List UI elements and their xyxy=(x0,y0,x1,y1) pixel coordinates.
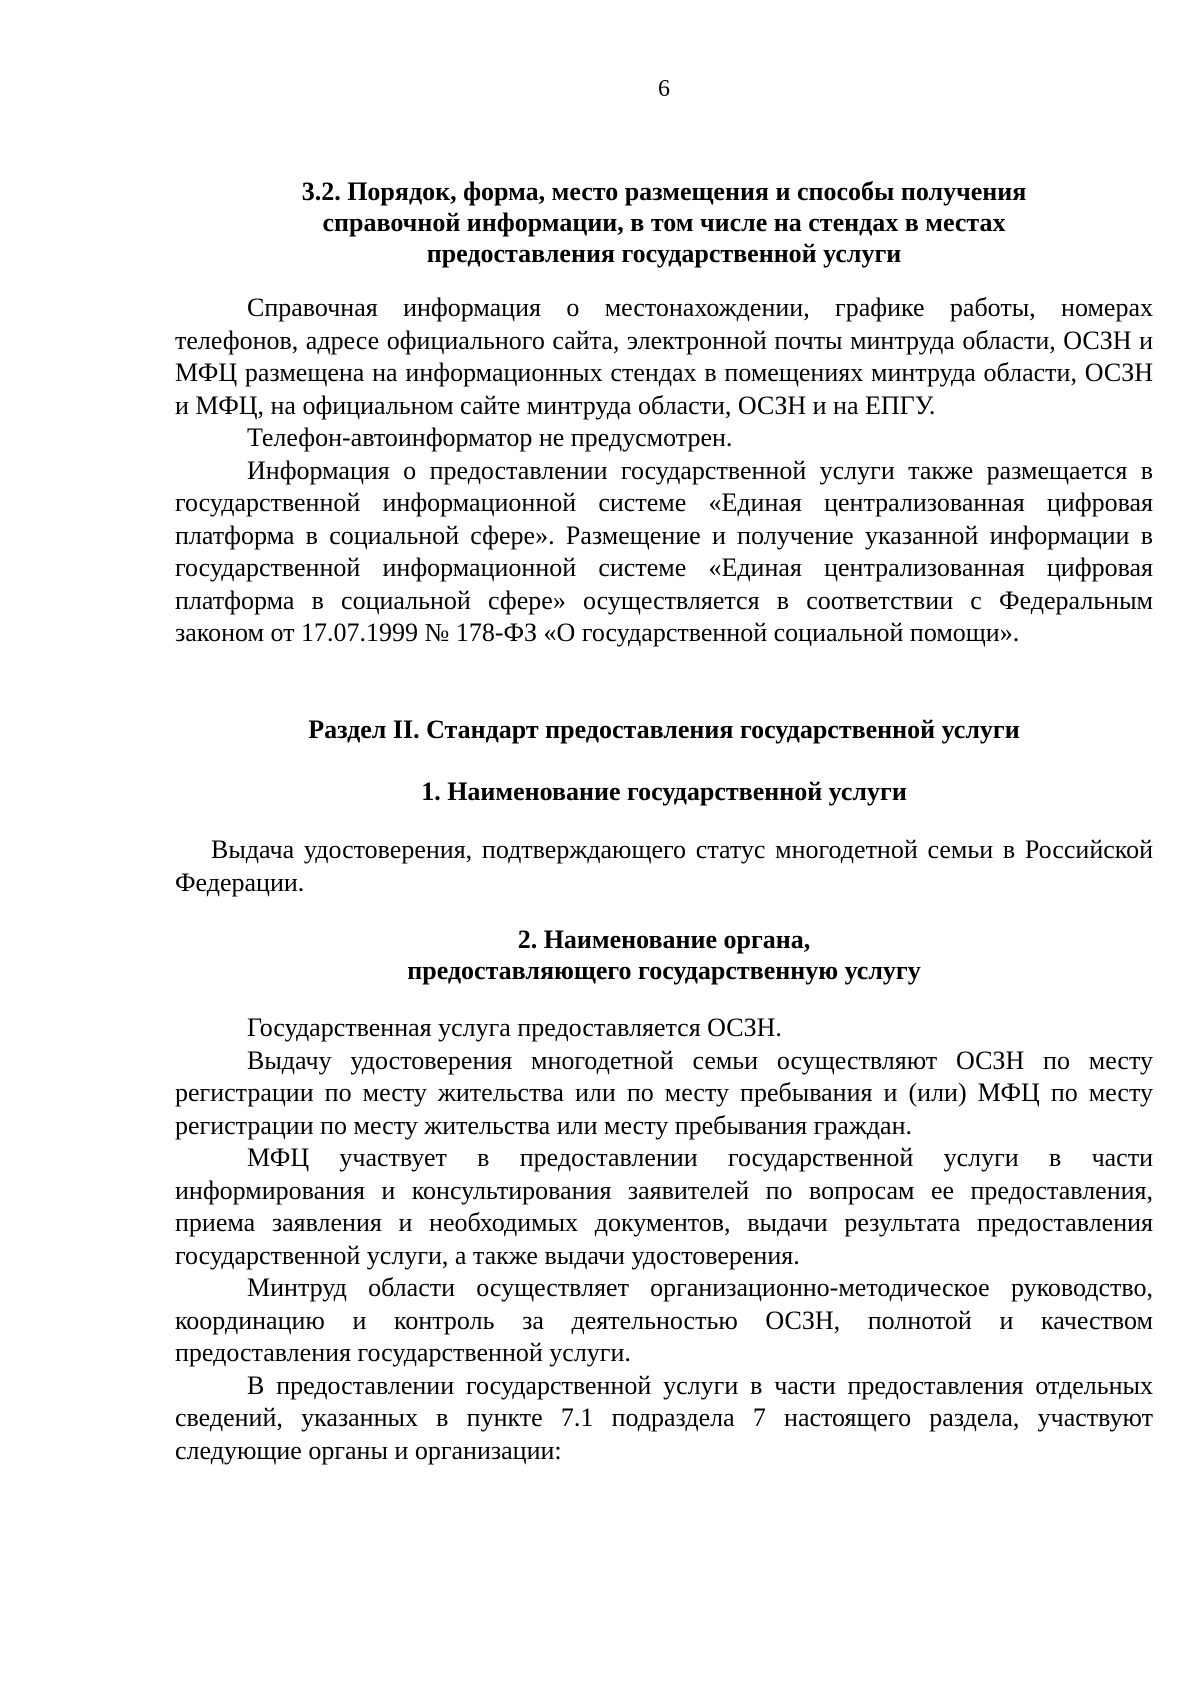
heading-line: 3.2. Порядок, форма, место размещения и способы получения xyxy=(301,177,1027,206)
subsection-1-body xyxy=(175,834,1153,899)
paragraph: Минтруд области осуществляет организационно-методическое руководство, координацию и контроль за деятельностью ОСЗН, полнотой и качеством предоставления государственной услуги. xyxy=(175,1273,1153,1367)
paragraph: Справочная информация о местонахождении, графике работы, номерах телефонов, адресе официального сайта, электронной почты минтруда области, ОСЗН и МФЦ размещена на информационных стендах в помещениях минтруда области, ОСЗН и МФЦ, на официальном сайте минтруда области, ОСЗН и на ЕПГУ. xyxy=(175,293,1153,420)
paragraph: Государственная услуга предоставляется ОСЗН. xyxy=(247,1013,782,1042)
section-3-2-heading xyxy=(175,176,1153,269)
paragraph: МФЦ участвует в предоставлении государственной услуги в части информирования и консультирования заявителей по вопросам ее предоставления, приема заявления и необходимых документов, выдачи результата предоставления государственной услуги, а также выдачи удостоверения. xyxy=(175,1143,1153,1270)
paragraph: Телефон-автоинформатор не предусмотрен. xyxy=(247,423,733,452)
paragraph: В предоставлении государственной услуги в части предоставления отдельных сведений, указанных в пункте 7.1 подраздела 7 настоящего раздела, участвуют следующие органы и организации: xyxy=(175,1370,1153,1465)
section-II-heading-block xyxy=(175,714,1153,745)
paragraph: Информация о предоставлении государственной услуги также размещается в государственной информационной системе «Единая централизованная цифровая платформа в социальной сфере». Размещение и получение указанной информации в государственной информационной системе «Единая централизованная цифровая платформа в социальной сфере» осуществляется в соответствии с Федеральным законом от 17.07.1999 № 178-ФЗ «О государственной социальной помощи». xyxy=(175,455,1153,647)
heading-line: 2. Наименование органа, xyxy=(517,925,811,954)
subsection-heading: 1. Наименование государственной услуги xyxy=(421,777,907,806)
page-number: 6 xyxy=(658,76,670,102)
heading-line: предоставления государственной услуги xyxy=(426,239,902,268)
heading-line: справочной информации, в том числе на стендах в местах xyxy=(322,208,1006,237)
subsection-2-body xyxy=(175,1012,1153,1467)
paragraph: Выдачу удостоверения многодетной семьи осуществляют ОСЗН по месту регистрации по месту жительства или по месту пребывания и (или) МФЦ по месту регистрации по месту жительства или месту пребывания граждан. xyxy=(175,1045,1153,1140)
paragraph: Выдача удостоверения, подтверждающего статус многодетной семьи в Российской Федерации. xyxy=(175,835,1153,897)
section-3-2-body xyxy=(175,292,1153,650)
subsection-2-heading-block xyxy=(175,924,1153,986)
heading-line: предоставляющего государственную услугу xyxy=(407,956,921,985)
section-heading: Раздел II. Стандарт предоставления государственной услуги xyxy=(308,715,1020,744)
subsection-1-heading-block xyxy=(175,776,1153,807)
